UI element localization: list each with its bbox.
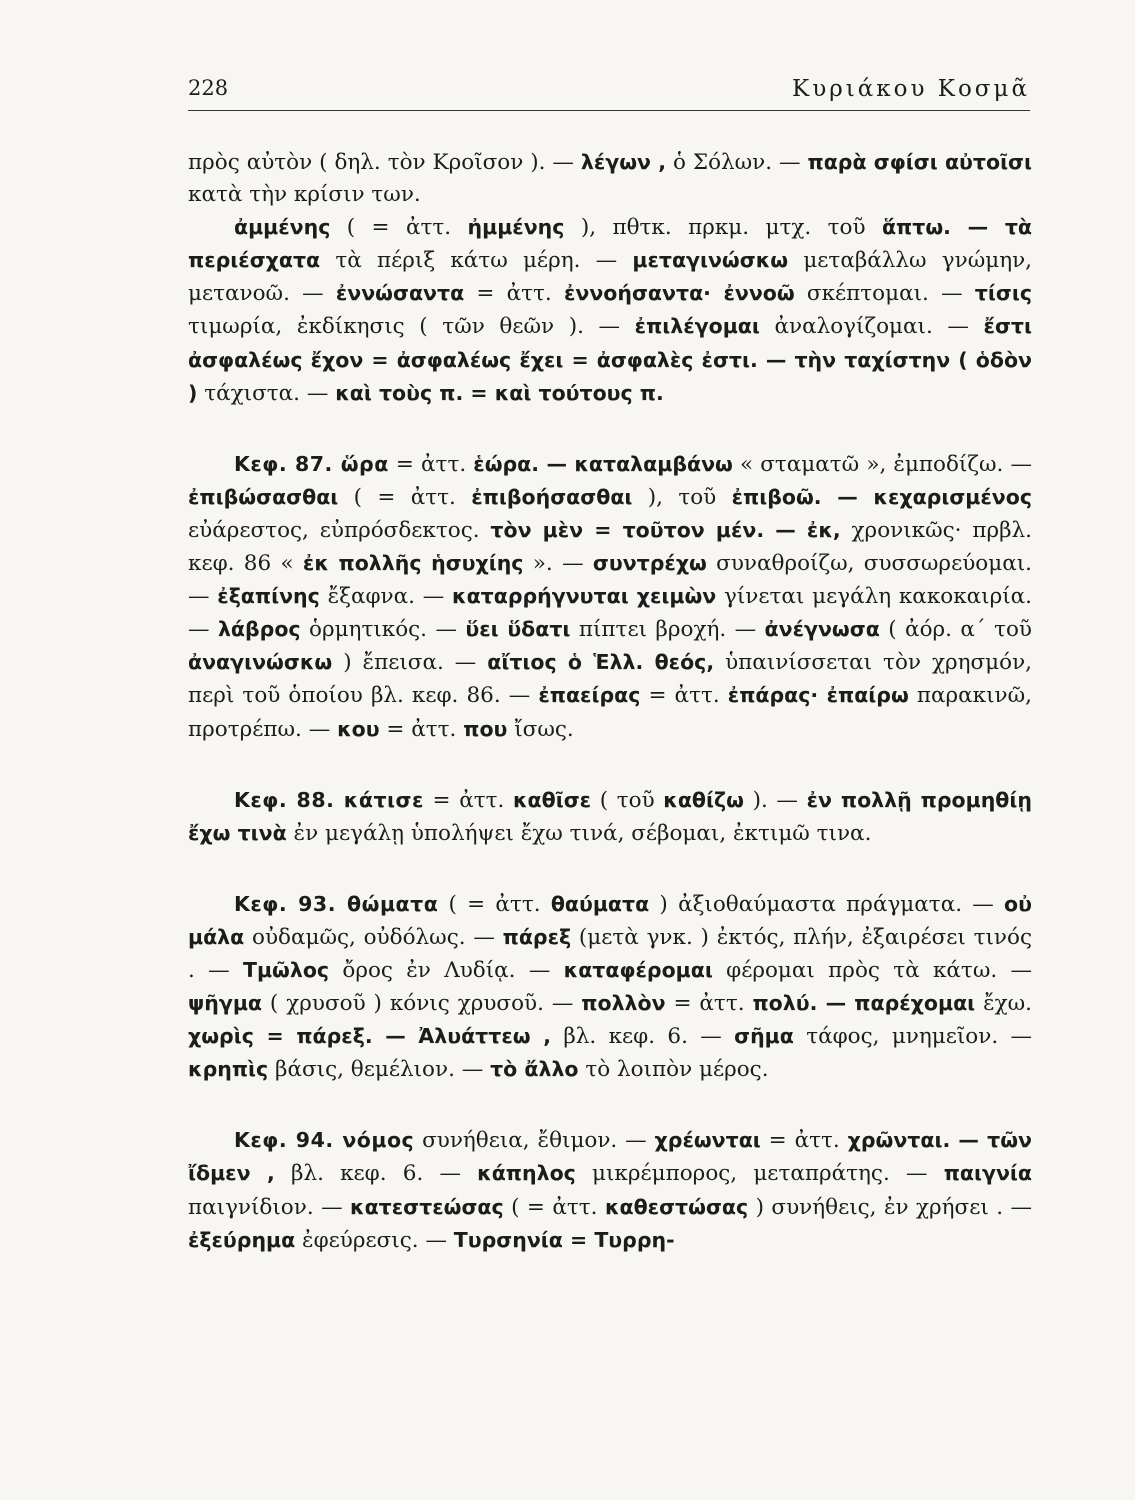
lemma: λάβρος [217, 617, 301, 642]
lemma: ἐννοήσαντα· ἐννοῶ [563, 281, 795, 306]
running-header [188, 70, 1030, 111]
lemma: τίσις [974, 281, 1032, 306]
gloss-text: τιμωρία, ἐκδίκησις ( τῶν θεῶν ). — [188, 314, 635, 340]
gloss-text: μεταβάλλω γνώμην, μετανοῶ. — [188, 248, 1032, 307]
gloss-text: ὄρος ἐν Λυδίᾳ. — [329, 957, 564, 983]
lemma: καταρρήγνυται χειμὼν [452, 584, 717, 609]
lemma: χωρὶς = πάρεξ. — Ἀλυάττεω , [188, 1024, 552, 1049]
gloss-text: ἴσως. [507, 716, 574, 742]
lemma: ἐννώσαντα [335, 281, 465, 306]
paragraph-p2 [188, 211, 1032, 410]
lemma: ἐξαπίνης [217, 584, 320, 609]
lemma: οὐ μάλα [188, 891, 1032, 949]
gloss-text: μικρέμπορος, μεταπράτης. — [575, 1161, 944, 1187]
paragraph-p3 [188, 448, 1032, 746]
lemma: κου [337, 716, 380, 741]
gloss-text: = ἀττ. [665, 991, 753, 1017]
gloss-text: ἐφεύρεσις. — [295, 1227, 454, 1253]
gloss-text: ( = ἀττ. [438, 891, 551, 917]
gloss-text: ἔξαφνα. — [319, 584, 452, 610]
lemma: καὶ τοὺς π. = καὶ τούτους π. [335, 380, 664, 405]
gloss-text: ( τοῦ [591, 787, 664, 813]
lemma: Κεφ. 93. θώματα [234, 891, 439, 916]
lemma: Τμῶλος [242, 957, 330, 982]
lemma: συντρέχω [592, 551, 707, 576]
lemma: ἀνέγνωσα [764, 617, 880, 642]
gloss-text: γίνεται μεγάλη κακοκαιρία. — [188, 584, 1033, 643]
gloss-text: βλ. κεφ. 6. — [551, 1024, 735, 1050]
lemma: ἀμμένης [234, 215, 331, 240]
gloss-text: ἐν μεγάλῃ ὑπολήψει ἔχω τινά, σέβομαι, ἐκτιμῶ τινα. [286, 820, 872, 846]
running-title: Κυριάκου Κοσμᾶ [792, 76, 1030, 102]
gloss-text: οὐδαμῶς, οὐδόλως. — [244, 924, 503, 950]
lemma: πολύ. — παρέχομαι [752, 991, 976, 1016]
gloss-text: ). — [743, 787, 807, 813]
lemma: ὕει ὕδατι [465, 617, 571, 642]
gloss-text: ἔχω. [975, 991, 1032, 1017]
gloss-text: ( χρυσοῦ ) κόνις χρυσοῦ. — [262, 991, 582, 1017]
lemma: ἐπιβοῶ. — κεχαρισμένος [731, 484, 1032, 509]
gloss-text: χρονικῶς· πρβλ. κεφ. 86 « [188, 517, 1032, 577]
lemma: μεταγινώσκω [632, 248, 789, 273]
lemma: ἔστι ἀσφαλέως ἔχον = ἀσφαλέως ἔχει = ἀσφαλὲς ἐστι. — τὴν ταχίστην ( ὁδὸν ) [188, 314, 1032, 405]
gloss-text: συναθροίζω, συσσωρεύομαι. — [188, 551, 1032, 610]
gloss-text: τὰ πέριξ κάτω μέρη. — [320, 248, 633, 274]
lemma: καθεστώσας [604, 1194, 749, 1219]
lemma: που [463, 716, 508, 741]
lemma: ἐξεύρημα [188, 1227, 296, 1252]
gloss-text: ἀναλογίζομαι. — [759, 314, 984, 340]
gloss-text: (μετὰ γνκ. ) ἐκτός, πλήν, ἐξαιρέσει τινός . — [188, 924, 1032, 983]
paragraph-p4 [188, 784, 1032, 850]
lemma: παρὰ σφίσι αὐτοῖσι [807, 150, 1033, 174]
lemma: ἑώρα. — καταλαμβάνω [473, 451, 733, 476]
lemma: αἴτιος ὁ Ἑλλ. θεός, [487, 650, 715, 675]
lemma: Τυρσηνία = Τυρρη- [453, 1227, 675, 1252]
lemma: ἐν πολλῇ προμηθίῃ ἔχω τινὰ [188, 787, 1032, 845]
gloss-text: κατὰ τὴν κρίσιν των. [188, 182, 421, 208]
lemma: ἠμμένης [467, 215, 565, 240]
lemma: ἐπαείρας [538, 683, 641, 708]
paragraph-p1 [188, 146, 1032, 211]
lemma: λέγων , [580, 150, 667, 174]
lemma: θαύματα [550, 891, 650, 916]
lemma: κρηπὶς [188, 1057, 269, 1082]
gloss-text: = ἀττ. [640, 683, 728, 709]
lemma: ἐπιβώσασθαι [188, 484, 339, 509]
gloss-text: τάχιστα. — [197, 380, 336, 406]
gloss-text: ( = ἀττ. [330, 215, 468, 241]
gloss-text: παιγνίδιον. — [188, 1194, 351, 1220]
gloss-text: ) ἀξιοθαύμαστα πράγματα. — [649, 891, 1005, 917]
lemma: τὸν μὲν = τοῦτον μέν. — ἐκ, [490, 517, 841, 542]
gloss-text: « σταματῶ », ἐμποδίζω. — [732, 451, 1032, 477]
gloss-text: ὁρμητικός. — [300, 617, 466, 643]
gloss-text: σκέπτομαι. — [794, 281, 975, 307]
lemma: τὸ ἄλλο [490, 1057, 579, 1082]
lemma: ἐπιλέγομαι [634, 314, 760, 339]
gloss-text: ὑπαινίσσεται τὸν χρησμόν, περὶ τοῦ ὁποίου βλ. κεφ. 86. — [188, 650, 1032, 709]
gloss-text: = ἀττ. [379, 716, 464, 742]
gloss-text: ) ἔπεισα. — [332, 650, 488, 676]
lemma: καταφέρομαι [563, 957, 713, 982]
gloss-text: = ἀττ. [464, 281, 564, 307]
paragraph-p5 [188, 888, 1032, 1087]
lemma: καθίζω [663, 787, 744, 812]
lemma: ἀναγινώσκω [188, 650, 333, 675]
gloss-text: ». — [523, 551, 593, 577]
lemma: σῆμα [734, 1024, 794, 1049]
lemma: καθῖσε [512, 787, 592, 812]
page-number: 228 [188, 76, 229, 100]
gloss-text: συνήθεια, ἔθιμον. — [414, 1128, 655, 1154]
gloss-text: = ἀττ. [423, 787, 513, 813]
lemma: Κεφ. 87. ὥρα [234, 451, 389, 476]
gloss-text: βάσις, θεμέλιον. — [268, 1057, 491, 1083]
gloss-text: τάφος, μνημεῖον. — [793, 1024, 1032, 1050]
gloss-text: βλ. κεφ. 6. — [274, 1161, 478, 1187]
gloss-text: εὐάρεστος, εὐπρόσδεκτος. [188, 517, 491, 543]
lemma: κατεστεώσας [350, 1194, 504, 1219]
gloss-text: ) συνήθεις, ἐν χρήσει . — [748, 1194, 1032, 1220]
gloss-text: φέρομαι πρὸς τὰ κάτω. — [712, 957, 1032, 983]
lemma: κάπηλος [477, 1161, 576, 1186]
lemma: πολλὸν [581, 991, 666, 1016]
lemma: χρῶνται. — τῶν ἴδμεν , [188, 1128, 1032, 1186]
paragraph-p6 [188, 1124, 1032, 1256]
gloss-text: ), πθτκ. πρκμ. μτχ. τοῦ [564, 215, 882, 241]
lemma: ἐπιβοήσασθαι [471, 484, 633, 509]
gloss-text: ( = ἀττ. [338, 484, 472, 510]
lemma: χρέωνται [654, 1128, 761, 1153]
gloss-text: = ἀττ. [388, 451, 474, 477]
gloss-text: πίπτει βροχή. — [570, 617, 765, 643]
gloss-text: ὁ Σόλων. — [666, 150, 808, 175]
gloss-text: = ἀττ. [760, 1128, 848, 1154]
lemma: Κεφ. 88. κάτισε [234, 787, 424, 812]
gloss-text: ( = ἀττ. [503, 1194, 605, 1220]
gloss-text: τὸ λοιπὸν μέρος. [578, 1057, 769, 1083]
lemma: παιγνία [943, 1161, 1032, 1186]
commentary-text [188, 146, 1032, 1257]
lemma: Κεφ. 94. νόμος [234, 1128, 415, 1153]
gloss-text: ), τοῦ [632, 484, 732, 510]
lemma: ἅπτω. — τὰ περιέσχατα [188, 215, 1032, 273]
lemma: ἐκ πολλῆς ἡσυχίης [302, 551, 524, 576]
lemma: ψῆγμα [188, 991, 263, 1016]
gloss-text: ( ἀόρ. α΄ τοῦ [879, 617, 1033, 643]
gloss-text: πρὸς αὐτὸν ( δηλ. τὸν Κροῖσον ). — [188, 150, 581, 175]
lemma: πάρεξ [502, 924, 572, 949]
lemma: ἐπάρας· ἐπαίρω [727, 683, 909, 708]
gloss-text: παρακινῶ, προτρέπω. — [188, 683, 1032, 742]
